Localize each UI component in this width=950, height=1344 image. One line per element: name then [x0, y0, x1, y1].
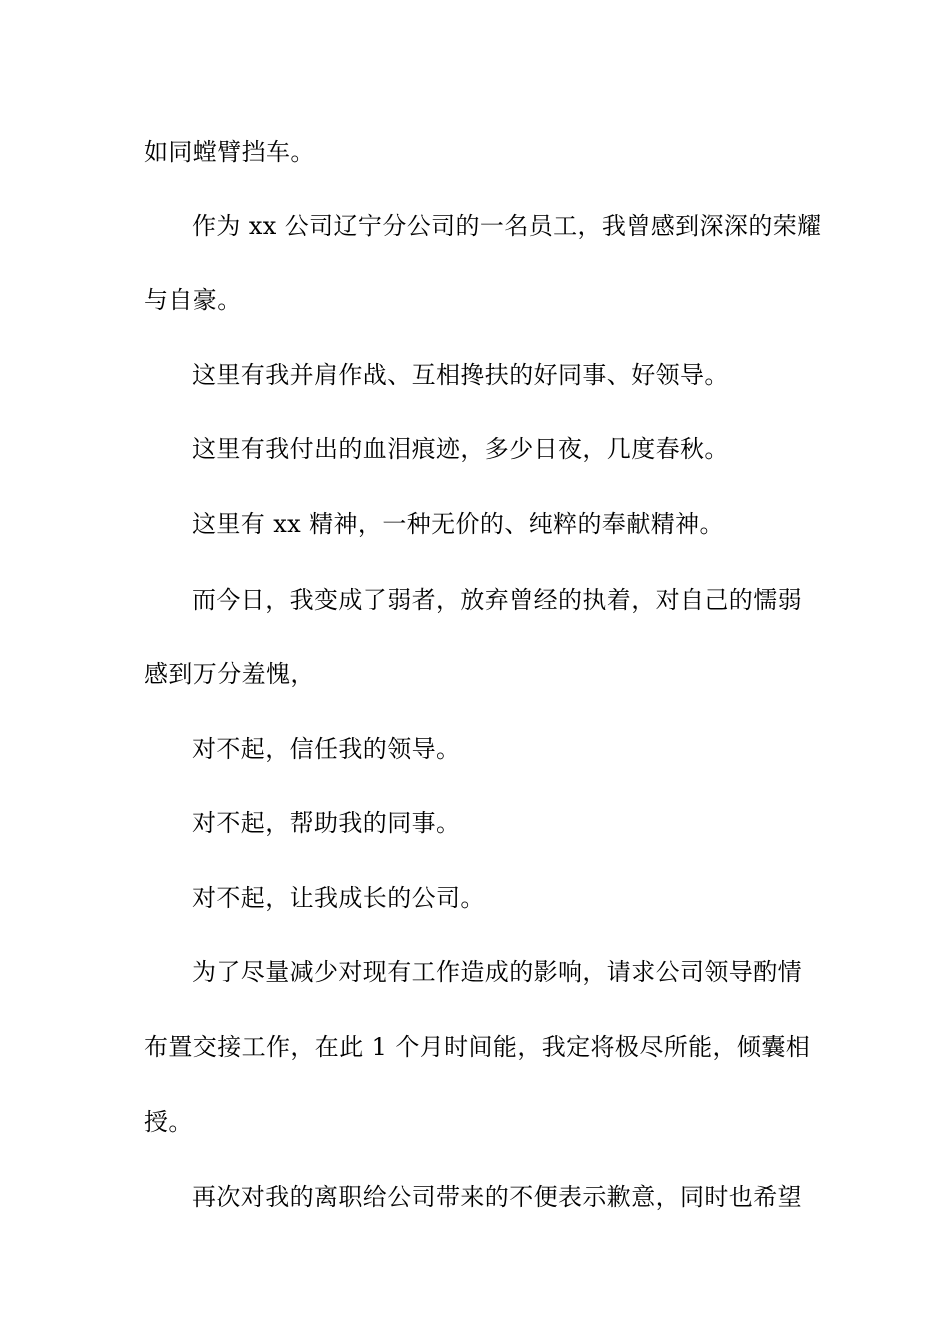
text-line-14: 授。 — [144, 1108, 193, 1136]
text-line-1: 如同螳臂挡车。 — [144, 138, 315, 166]
text-line-7: 而今日，我变成了弱者，放弃曾经的执着，对自己的懦弱 — [192, 586, 802, 614]
text-line-12: 为了尽量减少对现有工作造成的影响，请求公司领导酌情 — [192, 958, 802, 986]
text-line-6: 这里有 xx 精神，一种无价的、纯粹的奉献精神。 — [192, 510, 724, 538]
text-line-8: 感到万分羞愧， — [144, 660, 315, 688]
text-line-13: 布置交接工作，在此 1 个月时间能，我定将极尽所能，倾囊相 — [144, 1033, 811, 1061]
text-line-4: 这里有我并肩作战、互相搀扶的好同事、好领导。 — [192, 361, 729, 389]
text-line-3: 与自豪。 — [144, 286, 242, 314]
text-line-2: 作为 xx 公司辽宁分公司的一名员工，我曾感到深深的荣耀 — [192, 212, 822, 240]
text-line-9: 对不起，信任我的领导。 — [192, 735, 461, 763]
text-line-5: 这里有我付出的血泪痕迹，多少日夜，几度春秋。 — [192, 435, 729, 463]
text-line-10: 对不起，帮助我的同事。 — [192, 809, 461, 837]
text-line-11: 对不起，让我成长的公司。 — [192, 884, 485, 912]
text-line-15: 再次对我的离职给公司带来的不便表示歉意，同时也希望 — [192, 1183, 802, 1211]
